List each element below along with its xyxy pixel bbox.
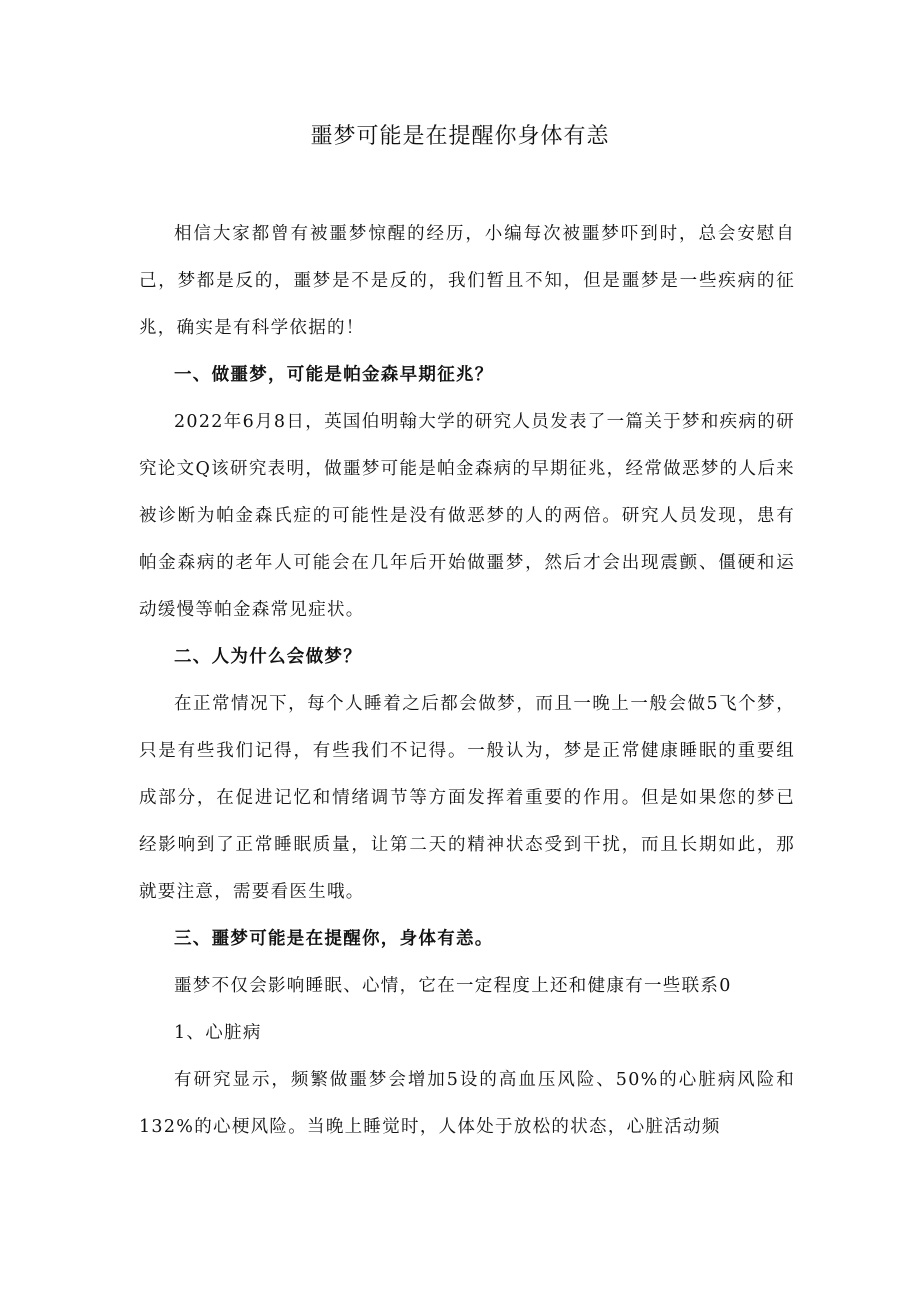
section-1-heading: 一、做噩梦，可能是帕金森早期征兆？ [174, 365, 494, 385]
section-2-heading: 二、人为什么会做梦？ [174, 647, 362, 667]
document-title: 噩梦可能是在提醒你身体有恙 [310, 124, 610, 149]
section-1-paragraph: 2022年6月8日，英国伯明翰大学的研究人员发表了一篇关于梦和疾病的研究论文Q该研究表明，做噩梦可能是帕金森病的早期征兆，经常做恶梦的人后来被诊断为帕金森氏症的可能性是没有做恶梦的人的两倍。研究人员发现，患有帕金森病的老年人可能会在几年后开始做噩梦，然后才会出现震颤、僵硬和运动缓慢等帕金森常见症状。 [139, 412, 795, 620]
intro-paragraph: 相信大家都曾有被噩梦惊醒的经历，小编每次被噩梦吓到时，总会安慰自己，梦都是反的，噩梦是不是反的，我们暂且不知，但是噩梦是一些疾病的征兆，确实是有科学依据的！ [139, 224, 795, 338]
section-3-paragraph: 噩梦不仅会影响睡眠、心情，它在一定程度上还和健康有一些联系0 [174, 976, 732, 996]
subsection-1-paragraph: 有研究显示，频繁做噩梦会增加5设的高血压风险、50%的心脏病风险和132%的心梗风险。当晚上睡觉时，人体处于放松的状态，心脏活动频 [139, 1070, 795, 1137]
document-body [139, 211, 795, 1151]
subsection-1-heading: 1、心脏病 [174, 1023, 262, 1043]
section-3-heading: 三、噩梦可能是在提醒你，身体有恙。 [174, 929, 494, 949]
section-2-paragraph: 在正常情况下，每个人睡着之后都会做梦，而且一晚上一般会做5飞个梦，只是有些我们记得，有些我们不记得。一般认为，梦是正常健康睡眠的重要组成部分，在促进记忆和情绪调节等方面发挥着重要的作用。但是如果您的梦已经影响到了正常睡眠质量，让第二天的精神状态受到干扰，而且长期如此，那就要注意，需要看医生哦。 [139, 694, 795, 902]
